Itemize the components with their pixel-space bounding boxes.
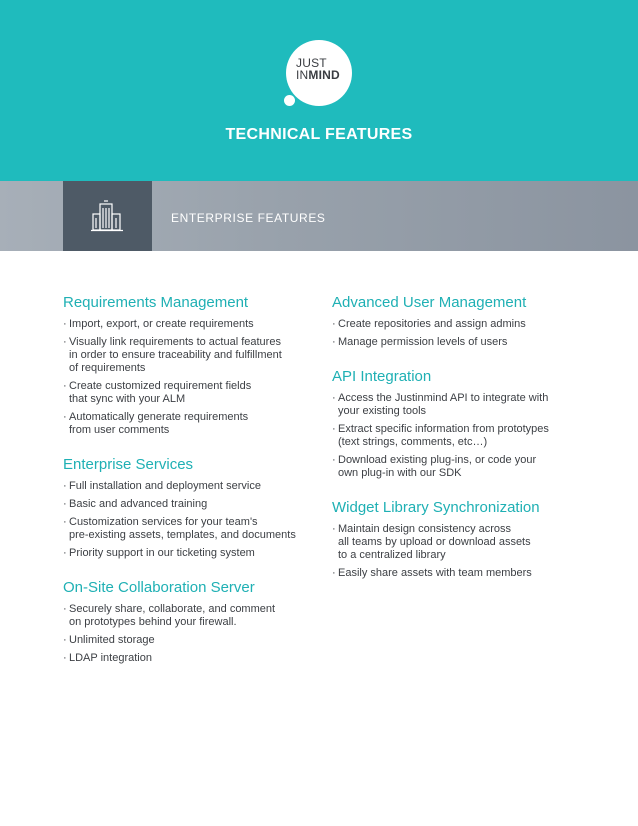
list-item: · Securely share, collaborate, and comment on prototypes behind your firewall. — [63, 603, 313, 629]
list-item: · Priority support in our ticketing system — [63, 547, 313, 560]
band-label: ENTERPRISE FEATURES — [171, 211, 326, 225]
list-item: · Visually link requirements to actual features in order to ensure traceability and fulfillment of requirements — [63, 336, 313, 375]
list-item: · Create repositories and assign admins — [332, 318, 582, 331]
page-title: TECHNICAL FEATURES — [225, 126, 413, 143]
logo-line-2-bold: MIND — [308, 68, 340, 82]
section-title: Enterprise Services — [63, 456, 194, 473]
building-icon — [90, 200, 124, 232]
list-item: · Maintain design consistency across all teams by upload or download assets to a centralized library — [332, 523, 582, 562]
feature-list — [63, 318, 313, 437]
logo-line-2-thin: IN — [296, 68, 309, 82]
section-title: Advanced User Management — [332, 294, 527, 311]
feature-list — [332, 523, 582, 580]
section-title: Requirements Management — [63, 294, 249, 311]
section-enterprise-services — [63, 456, 313, 560]
list-item: · Access the Justinmind API to integrate with your existing tools — [332, 392, 582, 418]
feature-list — [332, 392, 582, 480]
list-item: · Download existing plug-ins, or code your own plug-in with our SDK — [332, 454, 582, 480]
logo — [296, 57, 346, 81]
list-item: · Easily share assets with team members — [332, 567, 582, 580]
section-api-integration — [332, 368, 582, 480]
list-item: · Customization services for your team's pre-existing assets, templates, and documents — [63, 516, 313, 542]
list-item: · LDAP integration — [63, 652, 313, 665]
logo-dot — [284, 95, 295, 106]
section-on-site-collaboration-server — [63, 579, 313, 665]
section-advanced-user-management — [332, 294, 582, 349]
feature-list — [332, 318, 582, 349]
band-icon-box — [63, 181, 152, 251]
left-column — [63, 294, 313, 684]
list-item: · Extract specific information from prototypes (text strings, comments, etc…) — [332, 423, 582, 449]
list-item: · Basic and advanced training — [63, 498, 313, 511]
logo-line-1: JUST — [296, 56, 327, 70]
list-item: · Create customized requirement fields that sync with your ALM — [63, 380, 313, 406]
section-widget-library-synchronization — [332, 499, 582, 580]
list-item: · Manage permission levels of users — [332, 336, 582, 349]
right-column — [332, 294, 582, 599]
section-requirements-management — [63, 294, 313, 437]
list-item: · Automatically generate requirements from user comments — [63, 411, 313, 437]
section-title: Widget Library Synchronization — [332, 499, 540, 516]
feature-list — [63, 480, 313, 560]
list-item: · Unlimited storage — [63, 634, 313, 647]
list-item: · Full installation and deployment service — [63, 480, 313, 493]
section-title: API Integration — [332, 368, 432, 385]
feature-list — [63, 603, 313, 665]
list-item: · Import, export, or create requirements — [63, 318, 313, 331]
logo-line-2 — [296, 69, 346, 81]
section-title: On-Site Collaboration Server — [63, 579, 255, 596]
